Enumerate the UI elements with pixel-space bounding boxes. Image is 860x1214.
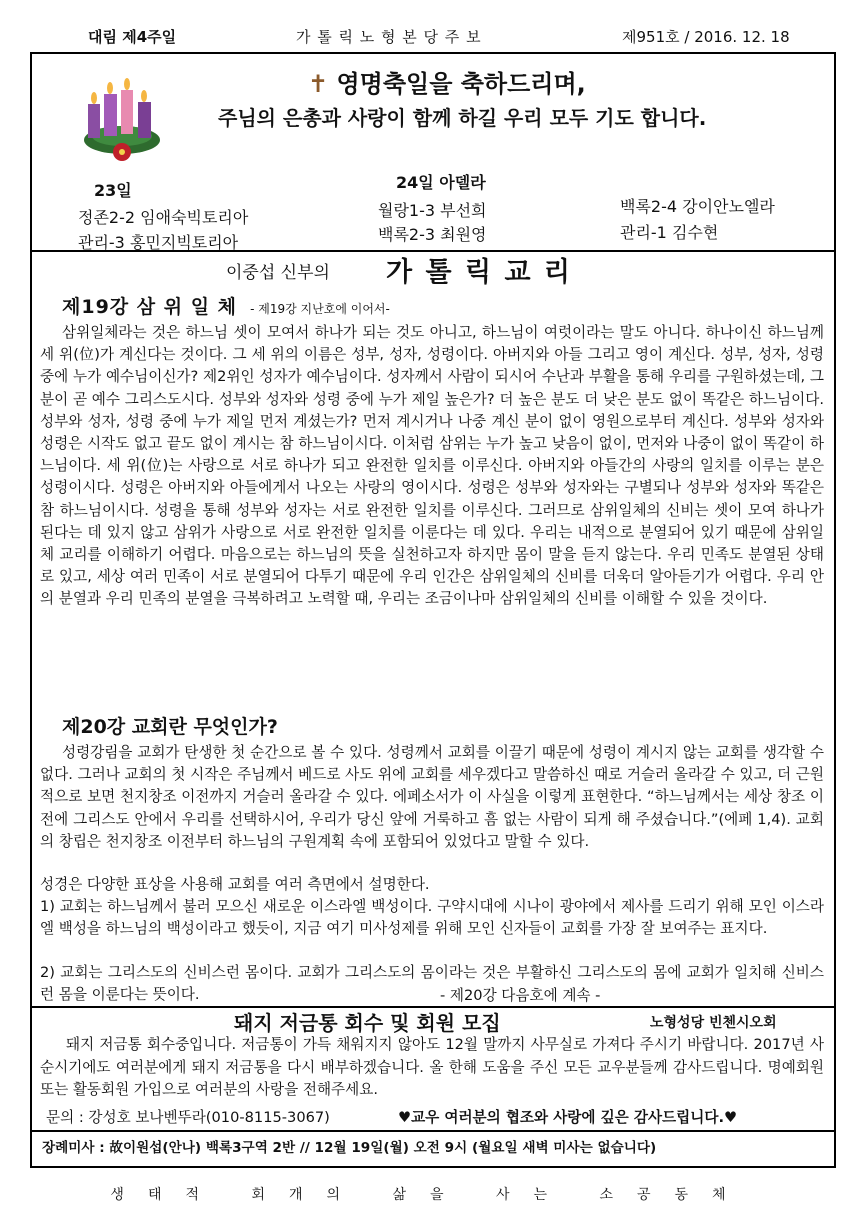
piggy-thanks: ♥교우 여러분의 협조와 사랑에 깊은 감사드립니다.♥: [398, 1109, 738, 1126]
day24-name-4: 관리-1 김수현: [620, 223, 719, 242]
feast-subtitle: 주님의 은총과 사랑이 함께 하길 우리 모두 기도 합니다.: [218, 106, 707, 130]
lesson19-title: 제19강 삼 위 일 체: [62, 296, 238, 318]
day24-name-2: 백록2-3 최원영: [378, 225, 487, 244]
lesson19-note: - 제19강 지난호에 이어서-: [250, 302, 390, 316]
lesson20-para2: 성경은 다양한 표상을 사용해 교회를 여러 측면에서 설명한다.: [40, 876, 430, 893]
feast-title-row: [308, 64, 586, 99]
lesson20-continue: - 제20강 다음호에 계속 -: [440, 987, 601, 1004]
cross-icon: ✝: [308, 70, 329, 98]
piggy-org: 노형성당 빈첸시오회: [650, 1015, 777, 1031]
doctrine-title: 가 톨 릭 교 리: [386, 257, 573, 288]
liturgical-week: 대림 제4주일: [88, 28, 177, 46]
lesson19-heading: [62, 292, 390, 319]
day24-date: 24일 아델라: [396, 173, 486, 192]
bulletin-title: 가 톨 릭 노 형 본 당 주 보: [296, 28, 482, 46]
advent-wreath-image: [82, 64, 162, 164]
piggy-body: 돼지 저금통 회수중입니다. 저금통이 가득 채워지지 않아도 12월 말까지 사무실로 가져다 주시기 바랍니다. 2017년 사순시기에도 여러분에게 돼지 저금통을 다시 배부하겠습니다. 올 한해 도움을 주신 모든 교우분들께 감사드립니다. 명예회원 또는 활동회원 가입으로 여러분의 사랑을 전해주세요.: [40, 1036, 824, 1098]
day23-name-1: 정존2-2 임애숙빅토리아: [78, 208, 249, 227]
doctrine-prefix: 이중섭 신부의: [226, 263, 330, 283]
lesson20-para1: 성령강림을 교회가 탄생한 첫 순간으로 볼 수 있다. 성령께서 교회를 이끌기 때문에 성령이 계시지 않는 교회를 생각할 수 없다. 그러나 교회의 첫 시작은 주님께서 베드로 사도 위에 교회를 세우겠다고 말씀하신 때로 거슬러 올라갈 수 있고, 더 근원적으로 보면 천지창조 이전까지 거슬러 올라갈 수 있다. 에페소서가 이 사실을 이렇게 표현한다. “하느님께서는 세상 창조 이전에 그리스도 안에서 우리를 선택하시어, 우리가 당신 앞에 거룩하고 흠 없는 사람이 되게 해 주셨습니다.”(에페 1,4). 교회의 창립은 천지창조 이전부터 하느님의 구원계획 속에 포함되어 있었다고 말할 수 있다.: [40, 744, 824, 850]
divider: [30, 1130, 836, 1132]
piggy-contact: 문의 : 강성호 보나벤뚜라(010-8115-3067): [46, 1109, 330, 1126]
feast-title: 영명축일을 축하드리며,: [336, 70, 586, 98]
footer-motto: 생태적 회개의 삶을 사는 소공동체: [110, 1187, 750, 1203]
lesson20-para3: 1) 교회는 하느님께서 불러 모으신 새로운 이스라엘 백성이다. 구약시대에 시나이 광야에서 제사를 드리기 위해 모인 이스라엘 백성을 하느님의 백성이라고 했듯이, 지금 여기 미사성제를 위해 모인 신자들이 교회를 가장 잘 보여주는 표지다.: [40, 898, 824, 938]
lesson19-body: 삼위일체라는 것은 하느님 셋이 모여서 하나가 되는 것도 아니고, 하느님이 여럿이라는 말도 아니다. 하나이신 하느님께 세 위(位)가 계신다는 것이다. 그 세 위의 이름은 성부, 성자, 성령이다. 아버지와 아들 그리고 영이 계신다. 성부, 성자, 성령 중에 누가 예수님이신가? 제2위인 성자가 예수님이다. 성자께서 사람이 되시어 수난과 부활을 통해 우리를 구원하셨는데, 그분이 곧 예수 그리스도시다. 성부와 성자와 성령 중에 누가 제일 높은가? 더 높은 분도 더 낮은 분도 없이 똑같은 하느님이다. 성부와 성자, 성령 중에 누가 제일 먼저 계셨는가? 먼저 계시거나 나중 계신 분이 없이 영원으로부터 계신다. 성부와 성자와 성령은 시작도 없고 끝도 없이 계시는 참 하느님이시다. 이처럼 삼위는 누가 높고 낮음이 없이, 먼저와 나중이 없이 똑같이 하느님이다. 세 위(位)는 사랑으로 서로 하나가 되고 완전한 일치를 이루신다. 아버지와 아들간의 사랑의 일치를 이루는 분은 성령이시다. 성령은 아버지와 아들에게서 나오는 사랑의 영이시다. 성령은 성부와 성자와는 구별되나 성부와 성자와 똑같은 참 하느님이시다. 성령을 통해 성부와 성자는 서로 완전한 일치를 이루신다. 그러므로 삼위일체의 신비는 셋이 모여 하나가 된다는 데 있지 않고 삼위가 사랑으로 서로 완전한 일치를 이룬다는 데 있다. 우리는 내적으로 분열되어 있기 때문에 삼위일체 교리를 이해하기 어렵다. 마음으로는 하느님의 뜻을 실천하고자 하지만 몸이 말을 듣지 않는다. 우리 민족도 분열된 상태로 있고, 세상 여러 민족이 서로 분열되어 다투기 때문에 우리 인간은 삼위일체의 신비를 더욱더 알아듣기가 어렵다. 우리 안의 분열과 우리 민족의 분열을 극복하려고 노력할 때, 우리는 조금이나마 삼위일체의 신비를 이해할 수 있을 것이다.: [40, 324, 824, 608]
lesson20-title: 제20강 교회란 무엇인가?: [62, 716, 278, 738]
issue-number: 제951호 / 2016. 12. 18: [622, 28, 790, 46]
bulletin-header: [0, 26, 860, 52]
funeral-notice: 장례미사 : 故이원섭(안나) 백록3구역 2반 // 12월 19일(월) 오전 9시 (월요일 새벽 미사는 없습니다): [42, 1140, 657, 1156]
day23-date: 23일: [94, 181, 132, 200]
day23-name-2: 관리-3 홍민지빅토리아: [78, 233, 239, 252]
piggy-title: 돼지 저금통 회수 및 회원 모집: [234, 1011, 501, 1035]
lesson20-para4: 2) 교회는 그리스도의 신비스런 몸이다. 교회가 그리스도의 몸이라는 것은 부활하신 그리스도의 몸에 교회가 일치해 신비스런 몸을 이룬다는 뜻이다.: [40, 964, 824, 1004]
day24-name-3: 백록2-4 강이안노엘라: [620, 197, 775, 216]
day24-name-1: 월랑1-3 부선희: [378, 201, 487, 220]
